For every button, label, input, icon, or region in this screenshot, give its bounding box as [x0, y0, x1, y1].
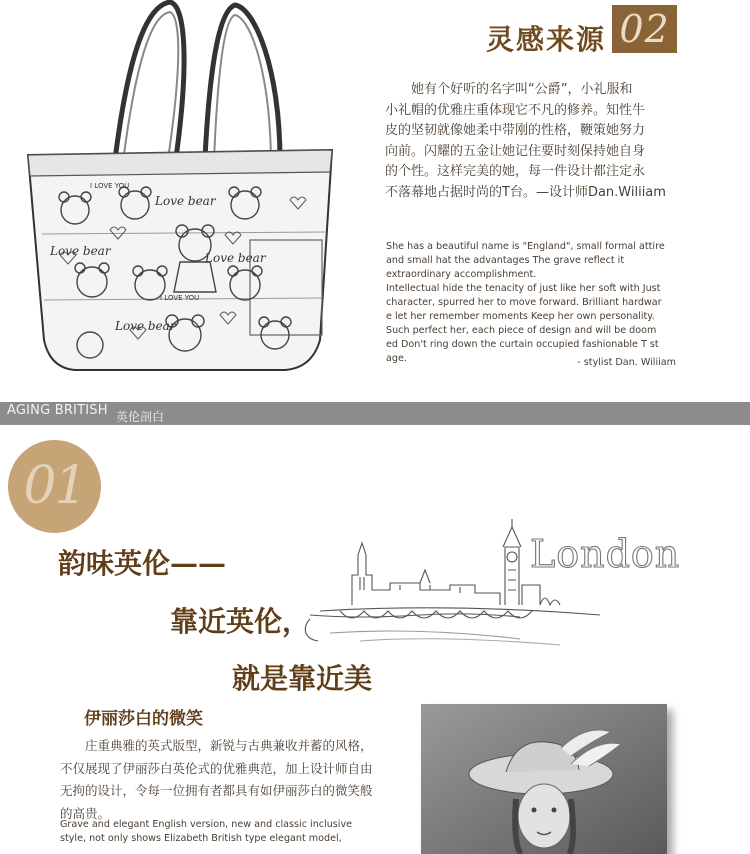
slogan-line-1: 韵味英伦—— — [58, 547, 227, 580]
bag-print-text: Love bear — [155, 194, 216, 208]
text-line: Grave and elegant English version, new and classic inclusive — [60, 819, 353, 830]
text-line: 向前。闪耀的五金让她记住要时刻保持她自身 — [385, 143, 646, 159]
text-line: 小礼帽的优雅庄重体现它不凡的修养。知性牛 — [385, 102, 646, 118]
elizabeth-subtitle: 伊丽莎白的微笑 — [84, 709, 203, 729]
section-divider-band — [0, 402, 750, 425]
text-line: 的高贵。 — [60, 805, 111, 821]
section-number-circle — [8, 440, 101, 533]
bag-handle-right — [205, 5, 280, 160]
text-line: 她有个好听的名字叫“公爵”，小礼服和 — [385, 82, 633, 97]
text-line: character, spurred her to move forward. Brilliant hardwar — [386, 297, 662, 308]
text-line: 庄重典雅的英式版型，新锐与古典兼收并蓄的风格， — [60, 738, 373, 753]
inspiration-chinese-text — [385, 80, 675, 203]
elizabeth-english-text — [60, 818, 376, 846]
elizabeth-chinese-text — [60, 735, 376, 825]
inspiration-title: 灵感来源 — [486, 23, 607, 56]
text-line: She has a beautiful name is "England", small formal attire — [386, 241, 665, 252]
text-line: e let her remember moments Keep her own personality. — [386, 311, 655, 322]
text-line: age. — [386, 353, 407, 364]
text-line: 无拘的设计，令每一位拥有者都具有如伊丽莎白的微笑般 — [60, 783, 373, 798]
bag-body — [28, 150, 332, 370]
bag-print-text: I LOVE YOU — [160, 294, 200, 302]
english-signature: - stylist Dan. Wiliiam — [577, 357, 676, 368]
text-line: ed Don't ring down the curtain occupied fashionable T st — [386, 339, 659, 350]
band-english-label: AGING BRITISH — [7, 403, 108, 418]
section-number: 01 — [23, 456, 86, 516]
bag-print-text: Love bear — [205, 251, 266, 265]
slogan-line-3: 就是靠近美 — [232, 662, 373, 695]
bag-sketch-illustration — [20, 0, 340, 385]
bag-print-text: Love bear — [50, 244, 111, 258]
text-line: and small hat the advantages The grave reflect it — [386, 255, 625, 266]
text-line: Intellectual hide the tenacity of just like her soft with Just — [386, 283, 661, 294]
section-number: 02 — [619, 7, 670, 51]
text-line: 不仅展现了伊丽莎白英伦式的优雅典范，加上设计师自由 — [60, 760, 373, 776]
london-skyline-sketch — [300, 515, 690, 650]
text-line: extraordinary accomplishment. — [386, 269, 537, 280]
text-line: 不落幕地占据时尚的T台。—设计师Dan.Wiliiam — [385, 184, 666, 200]
text-line: style, not only shows Elizabeth British type elegant model, — [60, 833, 342, 844]
london-label: London — [530, 532, 681, 576]
slogan-line-2: 靠近英伦， — [170, 605, 311, 638]
inspiration-english-text — [386, 240, 676, 366]
section-number-badge — [612, 5, 677, 53]
text-line: Such perfect her, each piece of design and will be doom — [386, 325, 657, 336]
bag-print-text: I LOVE YOU — [90, 182, 130, 190]
band-chinese-label: 英伦剖白 — [116, 410, 165, 424]
bag-print-text: Love bear — [115, 319, 176, 333]
text-line: 的个性。这样完美的她，每一件设计都注定永 — [385, 164, 646, 179]
elizabeth-portrait-image — [421, 704, 667, 854]
text-line: 皮的坚韧就像她柔中带刚的性格，鞭策她努力 — [385, 123, 646, 138]
